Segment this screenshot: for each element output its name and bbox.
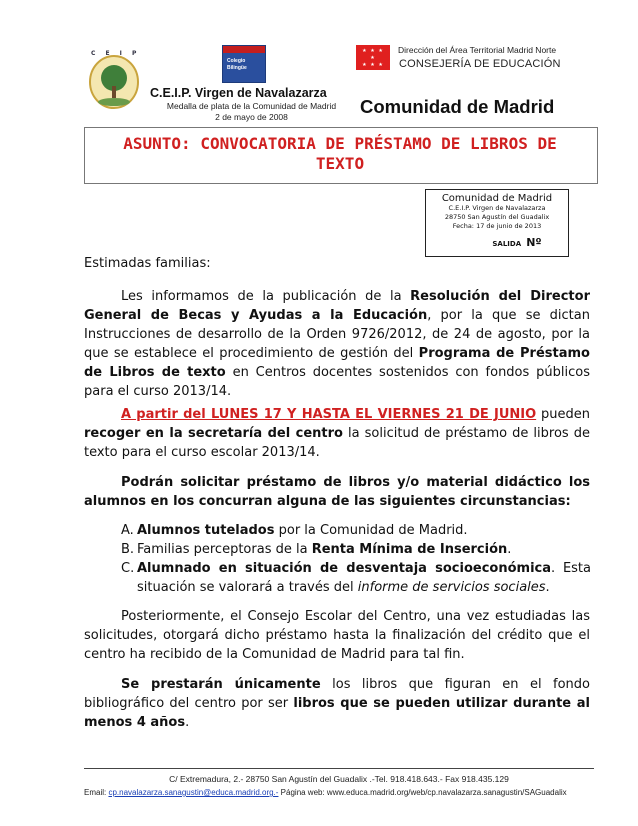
p5-text-b: los libros que figuran en el fondo bibliográfico del centro por ser [84,677,590,711]
footer-web: Página web: www.educa.madrid.org/web/cp.navalazarza.sanagustin/SAGuadalix [278,788,567,797]
school-logo [83,48,145,110]
p1-text-c: , por la que se dictan Instrucciones de desarrollo de la Orden 9726/2012, de 24 de agosto, por la que se establece el procedimiento de gestión del [84,308,590,361]
p2-text-d: la solicitud de préstamo de libros de texto para el curso escolar 2013/14. [84,426,590,460]
item-b-rest: . [507,542,512,557]
madrid-flag-icon: ★ ★ ★ ★ ★ ★ ★ [356,45,390,70]
asunto-line-1: ASUNTO: CONVOCATORIA DE PRÉSTAMO DE LIBROS DE [123,134,557,153]
item-c-rest: . Esta situación se valorará a través del [137,561,591,595]
medal-line-1: Medalla de plata de la Comunidad de Madrid [166,101,337,111]
registry-stamp [425,189,569,257]
p1-programa: Programa de Préstamo de Libros de texto [84,346,590,380]
p2-fechas: A partir del LUNES 17 Y HASTA EL VIERNES 21 DE JUNIO [121,407,537,422]
school-name: C.E.I.P. Virgen de Navalazarza [150,86,327,100]
stamp-salida: SALIDA [492,240,522,248]
p5-prestaran: Se prestarán únicamente [121,677,321,692]
asunto-title [84,134,596,174]
direccion-area: Dirección del Área Territorial Madrid Norte [398,45,557,55]
medal-line-2: 2 de mayo de 2008 [215,112,288,122]
paragraph-4: Posteriormente, el Consejo Escolar del Centro, una vez estudiadas las solicitudes, otorgará dicho préstamo hasta la finalización del crédito que el centro ha recibido de la Comunidad de Madrid para tal fin. [84,609,590,662]
list-item [121,521,591,540]
item-c-end: . [545,580,550,595]
footer-divider [84,768,594,769]
school-logo-text: C E I P [91,50,141,57]
footer-email-label: Email: [84,788,109,797]
bilingue-logo [222,45,266,83]
list-marker: C. [121,561,135,576]
consejeria-title: CONSEJERÍA DE EDUCACIÓN [399,58,561,70]
p5-libros: libros que se pueden utilizar durante al menos 4 años [84,696,590,730]
p1-text-e: en Centros docentes sostenidos con fondos públicos para el curso 2013/14. [84,365,590,399]
list-item [121,559,591,597]
comunidad-madrid-title: Comunidad de Madrid [360,96,555,117]
stamp-line-3: Fecha: 17 de junio de 2013 [452,222,542,230]
greeting: Estimadas familias: [84,256,211,271]
item-b-bold: Renta Mínima de Inserción [311,542,508,557]
paragraph-2 [84,405,590,462]
item-c-informe: informe de servicios sociales [357,580,546,595]
footer-address: C/ Extremadura, 2.- 28750 San Agustín del Guadalix .-Tel. 918.418.643.- Fax 918.435.129 [169,774,509,784]
p1-resolucion: Resolución del Director General de Becas y Ayudas a la Educación [84,289,590,323]
item-a-bold: Alumnos tutelados [137,523,275,538]
bilingue-label-1: Colegio [227,58,246,64]
p2-text-b: pueden [536,407,590,422]
stamp-line-2: 28750 San Agustín del Guadalix [444,213,550,221]
list-marker: A. [121,523,134,538]
paragraph-5 [84,675,590,732]
paragraph-3: Podrán solicitar préstamo de libros y/o material didáctico los alumnos en los concurran alguna de las siguientes circunstancias: [84,475,590,509]
stamp-numero: Nº [526,236,542,249]
list-item [121,540,591,559]
p1-text-a: Les informamos de la publicación de la [121,289,411,304]
item-a-rest: por la Comunidad de Madrid. [274,523,468,538]
school-medal [154,101,349,123]
stamp-title: Comunidad de Madrid [441,193,553,204]
paragraph-1 [84,287,590,401]
item-c-bold: Alumnado en situación de desventaja socioeconómica [137,561,552,576]
asunto-line-2: TEXTO [315,154,365,173]
item-b-pre: Familias perceptoras de la [137,542,312,557]
p2-secretaria: recoger en la secretaría del centro [84,426,343,441]
p5-text-d: . [185,715,190,730]
circumstances-list [121,521,591,597]
bilingue-label-2: Bilingüe [227,65,247,71]
stamp-line-1: C.E.I.P. Virgen de Navalazarza [448,204,546,212]
footer-contact [84,788,599,797]
list-marker: B. [121,542,135,557]
footer-email-link[interactable]: cp.navalazarza.sanagustin@educa.madrid.org.- [108,788,279,797]
